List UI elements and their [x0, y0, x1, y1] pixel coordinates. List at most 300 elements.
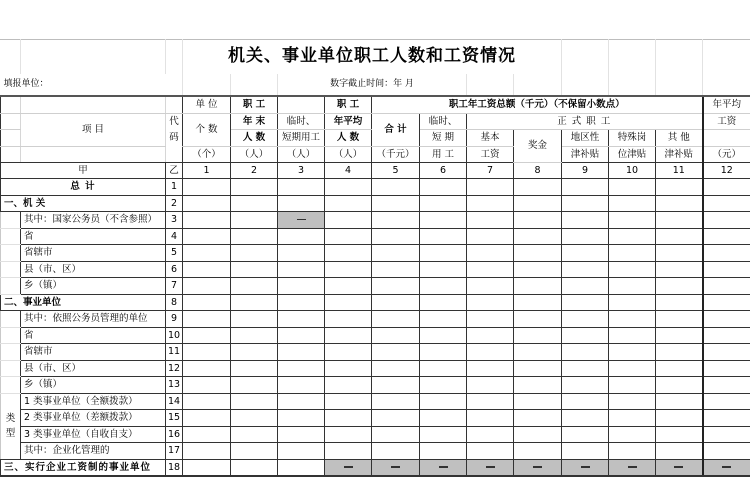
row-label[interactable]: 乡（镇）: [21, 278, 166, 295]
data-cell[interactable]: [372, 311, 420, 328]
data-cell[interactable]: [372, 245, 420, 262]
cell[interactable]: [166, 39, 183, 74]
type-label-cell[interactable]: 类 型: [1, 393, 21, 459]
data-cell[interactable]: [183, 426, 231, 443]
data-cell[interactable]: [183, 327, 231, 344]
data-cell[interactable]: [656, 426, 703, 443]
indent-cell[interactable]: [1, 344, 21, 361]
header-cell[interactable]: [166, 146, 183, 163]
col8-header[interactable]: 奖金: [514, 130, 562, 163]
row-code[interactable]: 8: [166, 294, 183, 311]
data-cell[interactable]: [231, 426, 278, 443]
data-cell[interactable]: [656, 195, 703, 212]
data-cell[interactable]: [231, 344, 278, 361]
data-cell[interactable]: [609, 443, 656, 460]
index-cell[interactable]: 7: [467, 163, 514, 179]
col2-header-mid1[interactable]: 年 末: [231, 113, 278, 130]
col7-header-mid2[interactable]: 工资: [467, 146, 514, 163]
data-cell[interactable]: [325, 261, 372, 278]
data-cell[interactable]: [231, 459, 278, 476]
data-cell[interactable]: [325, 294, 372, 311]
data-cell[interactable]: [656, 443, 703, 460]
col3-header-mid2[interactable]: 短期用工: [278, 130, 325, 147]
data-cell[interactable]: [656, 377, 703, 394]
data-cell[interactable]: [420, 245, 467, 262]
data-cell[interactable]: [562, 294, 609, 311]
data-cell[interactable]: [514, 327, 562, 344]
data-cell[interactable]: [514, 377, 562, 394]
data-cell[interactable]: [278, 228, 325, 245]
data-cell[interactable]: [609, 410, 656, 427]
data-cell[interactable]: [609, 360, 656, 377]
data-cell[interactable]: [514, 311, 562, 328]
col10-header-mid1[interactable]: 特殊岗: [609, 130, 656, 147]
data-cell[interactable]: [467, 179, 514, 196]
data-cell[interactable]: [514, 410, 562, 427]
header-cell[interactable]: [1, 113, 21, 130]
data-cell[interactable]: [656, 344, 703, 361]
fill-unit-cell[interactable]: [1, 74, 183, 96]
row-label[interactable]: 省: [21, 228, 166, 245]
cell[interactable]: [609, 74, 656, 96]
data-cell[interactable]: [514, 294, 562, 311]
row-code[interactable]: 5: [166, 245, 183, 262]
data-cell[interactable]: [420, 393, 467, 410]
data-cell[interactable]: [325, 212, 372, 229]
col5-header-mid[interactable]: 合 计: [372, 113, 420, 146]
data-cell[interactable]: [609, 245, 656, 262]
data-cell[interactable]: [231, 278, 278, 295]
index-cell[interactable]: 5: [372, 163, 420, 179]
index-cell[interactable]: 1: [183, 163, 231, 179]
data-cell[interactable]: [609, 294, 656, 311]
data-cell[interactable]: [703, 311, 750, 328]
data-cell[interactable]: [278, 459, 325, 476]
data-cell[interactable]: [656, 228, 703, 245]
data-cell[interactable]: [231, 443, 278, 460]
indent-cell[interactable]: [1, 261, 21, 278]
data-cell[interactable]: [278, 360, 325, 377]
data-cell[interactable]: [703, 228, 750, 245]
col6-header-mid2[interactable]: 短 期: [420, 130, 467, 147]
row-code[interactable]: 16: [166, 426, 183, 443]
cell[interactable]: [467, 74, 514, 96]
col12-header-top[interactable]: 年平均: [703, 96, 750, 113]
data-cell[interactable]: [703, 195, 750, 212]
data-cell[interactable]: [278, 311, 325, 328]
data-cell[interactable]: [562, 261, 609, 278]
data-cell[interactable]: [562, 327, 609, 344]
data-cell[interactable]: [372, 360, 420, 377]
data-cell[interactable]: [703, 245, 750, 262]
index-cell[interactable]: 3: [278, 163, 325, 179]
data-cell[interactable]: [703, 179, 750, 196]
col2-unit[interactable]: （人）: [231, 146, 278, 163]
data-cell[interactable]: [420, 327, 467, 344]
data-cell[interactable]: [278, 377, 325, 394]
data-cell[interactable]: [562, 195, 609, 212]
cell[interactable]: [562, 39, 609, 74]
data-cell[interactable]: [467, 377, 514, 394]
row-code[interactable]: 1: [166, 179, 183, 196]
code-header-bottom[interactable]: 码: [166, 130, 183, 147]
formal-group-header[interactable]: 正 式 职 工: [467, 113, 703, 130]
row-code[interactable]: 2: [166, 195, 183, 212]
data-cell[interactable]: [420, 294, 467, 311]
row-label[interactable]: 其中：依照公务员管理的单位: [21, 311, 166, 328]
index-item-cell[interactable]: 甲: [1, 163, 166, 179]
data-cell[interactable]: [562, 179, 609, 196]
data-cell[interactable]: [467, 294, 514, 311]
data-cell[interactable]: [231, 360, 278, 377]
data-cell[interactable]: [325, 179, 372, 196]
col10-header-mid2[interactable]: 位津贴: [609, 146, 656, 163]
index-cell[interactable]: 10: [609, 163, 656, 179]
data-cell[interactable]: [325, 344, 372, 361]
cell[interactable]: [703, 74, 750, 96]
header-cell[interactable]: [166, 96, 183, 113]
row-code[interactable]: 17: [166, 443, 183, 460]
data-cell[interactable]: [562, 377, 609, 394]
data-cell[interactable]: [703, 327, 750, 344]
data-cell[interactable]: [467, 344, 514, 361]
cell[interactable]: [609, 39, 656, 74]
row-label[interactable]: 一、机 关: [1, 195, 166, 212]
data-cell[interactable]: [278, 393, 325, 410]
col9-header-mid1[interactable]: 地区性: [562, 130, 609, 147]
data-cell[interactable]: [183, 245, 231, 262]
header-cell[interactable]: [1, 130, 21, 147]
row-code[interactable]: 3: [166, 212, 183, 229]
data-cell[interactable]: [562, 278, 609, 295]
col3-header-mid1[interactable]: 临时、: [278, 113, 325, 130]
data-cell[interactable]: [372, 195, 420, 212]
data-cell[interactable]: [183, 344, 231, 361]
data-cell[interactable]: [609, 212, 656, 229]
data-cell[interactable]: [372, 179, 420, 196]
indent-cell[interactable]: [1, 377, 21, 394]
row-label[interactable]: 县（市、区）: [21, 360, 166, 377]
data-cell[interactable]: [703, 360, 750, 377]
data-cell[interactable]: [467, 245, 514, 262]
cell[interactable]: [1, 39, 21, 74]
data-cell[interactable]: [514, 195, 562, 212]
data-cell[interactable]: [562, 426, 609, 443]
data-cell[interactable]: [372, 393, 420, 410]
cell[interactable]: [514, 74, 562, 96]
data-cell[interactable]: [514, 344, 562, 361]
col4-header-top[interactable]: 职 工: [325, 96, 372, 113]
data-cell[interactable]: [372, 228, 420, 245]
data-cell[interactable]: [467, 360, 514, 377]
data-cell[interactable]: [183, 195, 231, 212]
data-cell[interactable]: [562, 245, 609, 262]
cell[interactable]: [183, 74, 231, 96]
data-cell[interactable]: [703, 344, 750, 361]
data-cell[interactable]: [420, 311, 467, 328]
data-cell[interactable]: [420, 278, 467, 295]
row-code[interactable]: 18: [166, 459, 183, 476]
data-cell[interactable]: [656, 245, 703, 262]
data-cell[interactable]: [420, 426, 467, 443]
row-label[interactable]: 县（市、区）: [21, 261, 166, 278]
index-cell[interactable]: 4: [325, 163, 372, 179]
data-cell[interactable]: [609, 344, 656, 361]
data-cell[interactable]: [467, 393, 514, 410]
data-cell[interactable]: [325, 195, 372, 212]
row-label[interactable]: 省辖市: [21, 344, 166, 361]
data-cell[interactable]: [231, 179, 278, 196]
data-cell[interactable]: [372, 344, 420, 361]
data-cell[interactable]: [514, 179, 562, 196]
data-cell[interactable]: [609, 278, 656, 295]
col1-unit[interactable]: （个）: [183, 146, 231, 163]
row-code[interactable]: 14: [166, 393, 183, 410]
data-cell[interactable]: [183, 311, 231, 328]
data-cell[interactable]: [703, 426, 750, 443]
data-cell[interactable]: [372, 294, 420, 311]
data-cell[interactable]: [656, 179, 703, 196]
data-cell[interactable]: [467, 443, 514, 460]
data-cell[interactable]: [231, 377, 278, 394]
data-cell[interactable]: [183, 212, 231, 229]
data-cell[interactable]: [183, 179, 231, 196]
index-cell[interactable]: 11: [656, 163, 703, 179]
col1-header-top[interactable]: 单 位: [183, 96, 231, 113]
data-cell[interactable]: [372, 212, 420, 229]
row-label[interactable]: 省: [21, 327, 166, 344]
col4-header-mid2[interactable]: 人 数: [325, 130, 372, 147]
data-cell[interactable]: [467, 327, 514, 344]
data-cell[interactable]: [372, 261, 420, 278]
data-cell[interactable]: [183, 410, 231, 427]
data-cell[interactable]: [183, 393, 231, 410]
col4-unit[interactable]: （人）: [325, 146, 372, 163]
col11-header-mid1[interactable]: 其 他: [656, 130, 703, 147]
index-code-cell[interactable]: 乙: [166, 163, 183, 179]
data-cell[interactable]: [656, 212, 703, 229]
data-cell[interactable]: [656, 393, 703, 410]
data-cell[interactable]: [231, 261, 278, 278]
data-cell[interactable]: [420, 195, 467, 212]
data-cell[interactable]: [703, 443, 750, 460]
item-header[interactable]: 项 目: [21, 113, 166, 146]
data-cell[interactable]: [231, 311, 278, 328]
indent-cell[interactable]: [1, 360, 21, 377]
cutoff-cell[interactable]: [278, 74, 467, 96]
col1-header-mid[interactable]: 个 数: [183, 113, 231, 146]
indent-cell[interactable]: [1, 245, 21, 262]
data-cell[interactable]: [703, 377, 750, 394]
row-code[interactable]: 10: [166, 327, 183, 344]
row-code[interactable]: 9: [166, 311, 183, 328]
header-cell[interactable]: [21, 146, 166, 163]
data-cell[interactable]: [467, 212, 514, 229]
col6-header-mid3[interactable]: 用 工: [420, 146, 467, 163]
data-cell[interactable]: [467, 410, 514, 427]
index-cell[interactable]: 9: [562, 163, 609, 179]
data-cell[interactable]: [183, 261, 231, 278]
data-cell[interactable]: [231, 195, 278, 212]
row-code[interactable]: 15: [166, 410, 183, 427]
row-code[interactable]: 7: [166, 278, 183, 295]
header-cell[interactable]: [1, 146, 21, 163]
data-cell[interactable]: [703, 410, 750, 427]
data-cell[interactable]: [278, 443, 325, 460]
data-cell[interactable]: [609, 228, 656, 245]
data-cell[interactable]: [420, 179, 467, 196]
data-cell[interactable]: [467, 426, 514, 443]
data-cell[interactable]: [278, 179, 325, 196]
data-cell[interactable]: [325, 228, 372, 245]
col2-header-mid2[interactable]: 人 数: [231, 130, 278, 147]
header-cell[interactable]: [278, 96, 325, 113]
row-label[interactable]: 1 类事业单位（全额拨款）: [21, 393, 166, 410]
data-cell[interactable]: [514, 212, 562, 229]
row-code[interactable]: 11: [166, 344, 183, 361]
data-cell[interactable]: [278, 426, 325, 443]
indent-cell[interactable]: [1, 212, 21, 229]
cell[interactable]: [231, 74, 278, 96]
col12-unit[interactable]: （元）: [703, 146, 750, 163]
data-cell[interactable]: [420, 212, 467, 229]
data-cell[interactable]: [703, 294, 750, 311]
data-cell[interactable]: [278, 294, 325, 311]
data-cell[interactable]: [183, 459, 231, 476]
data-cell[interactable]: [514, 228, 562, 245]
data-cell[interactable]: [467, 261, 514, 278]
indent-cell[interactable]: [1, 228, 21, 245]
data-cell[interactable]: [514, 393, 562, 410]
data-cell[interactable]: [609, 377, 656, 394]
cell[interactable]: [656, 74, 703, 96]
data-cell[interactable]: [325, 410, 372, 427]
index-cell[interactable]: 6: [420, 163, 467, 179]
cell[interactable]: [562, 74, 609, 96]
data-cell[interactable]: [420, 443, 467, 460]
data-cell[interactable]: [703, 212, 750, 229]
data-cell[interactable]: [609, 179, 656, 196]
row-code[interactable]: 13: [166, 377, 183, 394]
data-cell[interactable]: [325, 443, 372, 460]
row-label[interactable]: 总 计: [1, 179, 166, 196]
wage-group-header[interactable]: 职工年工资总额（千元）（不保留小数点）: [372, 96, 703, 113]
col7-header-mid1[interactable]: 基本: [467, 130, 514, 147]
data-cell[interactable]: [231, 245, 278, 262]
data-cell[interactable]: [467, 228, 514, 245]
row-label[interactable]: 其中：企业化管理的: [21, 443, 166, 460]
data-cell[interactable]: [372, 278, 420, 295]
data-cell[interactable]: [183, 360, 231, 377]
data-cell[interactable]: [562, 212, 609, 229]
indent-cell[interactable]: [1, 311, 21, 328]
data-cell[interactable]: [372, 443, 420, 460]
row-label[interactable]: 乡（镇）: [21, 377, 166, 394]
data-cell[interactable]: [562, 410, 609, 427]
data-cell[interactable]: [231, 410, 278, 427]
row-label[interactable]: 其中：国家公务员（不含参照）: [21, 212, 166, 229]
header-cell[interactable]: [21, 96, 166, 113]
data-cell[interactable]: [514, 360, 562, 377]
data-cell[interactable]: [278, 278, 325, 295]
col11-header-mid2[interactable]: 津补贴: [656, 146, 703, 163]
data-cell[interactable]: [420, 410, 467, 427]
data-cell[interactable]: [656, 278, 703, 295]
col4-header-mid1[interactable]: 年平均: [325, 113, 372, 130]
data-cell[interactable]: [325, 377, 372, 394]
cell[interactable]: [656, 39, 703, 74]
indent-cell[interactable]: [1, 327, 21, 344]
cell[interactable]: [703, 39, 750, 74]
data-cell[interactable]: [656, 327, 703, 344]
data-cell[interactable]: [278, 327, 325, 344]
data-cell[interactable]: [183, 228, 231, 245]
data-cell[interactable]: [278, 245, 325, 262]
data-cell[interactable]: [325, 278, 372, 295]
data-cell[interactable]: [231, 327, 278, 344]
data-cell[interactable]: [656, 311, 703, 328]
data-cell[interactable]: [514, 245, 562, 262]
data-cell[interactable]: [420, 261, 467, 278]
data-cell[interactable]: [183, 278, 231, 295]
row-code[interactable]: 4: [166, 228, 183, 245]
col3-unit[interactable]: （人）: [278, 146, 325, 163]
data-cell[interactable]: [420, 360, 467, 377]
data-cell[interactable]: [325, 245, 372, 262]
data-cell[interactable]: [609, 426, 656, 443]
data-cell[interactable]: [325, 360, 372, 377]
indent-cell[interactable]: [1, 278, 21, 295]
data-cell[interactable]: [278, 344, 325, 361]
col5-unit[interactable]: （千元）: [372, 146, 420, 163]
data-cell[interactable]: [325, 426, 372, 443]
data-cell[interactable]: [609, 327, 656, 344]
data-cell[interactable]: [656, 410, 703, 427]
data-cell[interactable]: [562, 360, 609, 377]
header-cell[interactable]: [703, 130, 750, 147]
data-cell[interactable]: [231, 393, 278, 410]
data-cell[interactable]: [183, 443, 231, 460]
data-cell[interactable]: [231, 228, 278, 245]
data-cell[interactable]: [325, 393, 372, 410]
col9-header-mid2[interactable]: 津补贴: [562, 146, 609, 163]
data-cell[interactable]: [467, 278, 514, 295]
col6-header-mid1[interactable]: 临时、: [420, 113, 467, 130]
index-cell[interactable]: 12: [703, 163, 750, 179]
data-cell[interactable]: [231, 294, 278, 311]
data-cell[interactable]: [420, 228, 467, 245]
code-header-top[interactable]: 代: [166, 113, 183, 130]
data-cell[interactable]: [372, 327, 420, 344]
data-cell[interactable]: [467, 311, 514, 328]
data-cell[interactable]: [420, 344, 467, 361]
data-cell[interactable]: [420, 377, 467, 394]
row-label[interactable]: 二、事业单位: [1, 294, 166, 311]
data-cell[interactable]: [609, 393, 656, 410]
index-cell[interactable]: 2: [231, 163, 278, 179]
data-cell[interactable]: [231, 212, 278, 229]
row-label[interactable]: 2 类事业单位（差额拨款）: [21, 410, 166, 427]
title-cell[interactable]: [183, 39, 562, 74]
row-label[interactable]: 省辖市: [21, 245, 166, 262]
data-cell[interactable]: [514, 261, 562, 278]
data-cell[interactable]: [514, 426, 562, 443]
data-cell[interactable]: [609, 261, 656, 278]
data-cell[interactable]: [514, 443, 562, 460]
data-cell[interactable]: [325, 311, 372, 328]
data-cell[interactable]: [278, 261, 325, 278]
cell[interactable]: [21, 39, 166, 74]
